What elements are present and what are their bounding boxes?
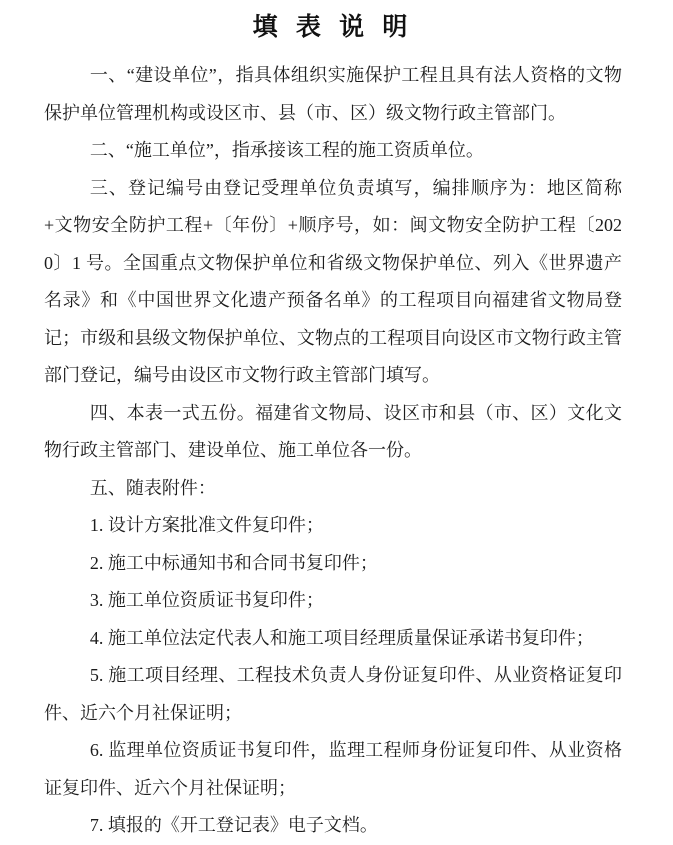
- instruction-item-3: 三、登记编号由登记受理单位负责填写，编排顺序为：地区简称+文物安全防护工程+〔年份〕+顺序号，如：闽文物安全防护工程〔2020〕1 号。全国重点文物保护单位和省级文物保护单位、列入《世界遗产名录》和《中国世界文化遗产预备名单》的工程项目向福建省文物局登记；市级和县级文物保护单位、文物点的工程项目向设区市文物行政主管部门登记，编号由设区市文物行政主管部门填写。: [44, 177, 622, 385]
- instruction-item-2: 二、“施工单位”，指承接该工程的施工资质单位。: [89, 140, 484, 160]
- attachment-item-3: 3. 施工单位资质证书复印件；: [89, 590, 324, 610]
- attachment-item-4: 4. 施工单位法定代表人和施工项目经理质量保证承诺书复印件；: [89, 627, 594, 648]
- attachment-item-2: 2. 施工中标通知书和合同书复印件；: [89, 552, 378, 573]
- attachment-item-7: 7. 填报的《开工登记表》电子文档。: [89, 815, 378, 835]
- instruction-item-1: 一、“建设单位”，指具体组织实施保护工程且具有法人资格的文物保护单位管理机构或设区市、县（市、区）级文物行政主管部门。: [44, 65, 622, 123]
- instruction-item-4: 四、本表一式五份。福建省文物局、设区市和县（市、区）文化文物行政主管部门、建设单位、施工单位各一份。: [44, 402, 622, 460]
- document-title: 填 表 说 明: [252, 14, 414, 41]
- instruction-item-5: 五、随表附件：: [89, 477, 216, 498]
- attachment-item-5: 5. 施工项目经理、工程技术负责人身份证复印件、从业资格证复印件、近六个月社保证明；: [44, 665, 622, 723]
- attachment-item-6: 6. 监理单位资质证书复印件，监理工程师身份证复印件、从业资格证复印件、近六个月社保证明；: [44, 740, 622, 798]
- attachment-item-1: 1. 设计方案批准文件复印件；: [89, 515, 324, 535]
